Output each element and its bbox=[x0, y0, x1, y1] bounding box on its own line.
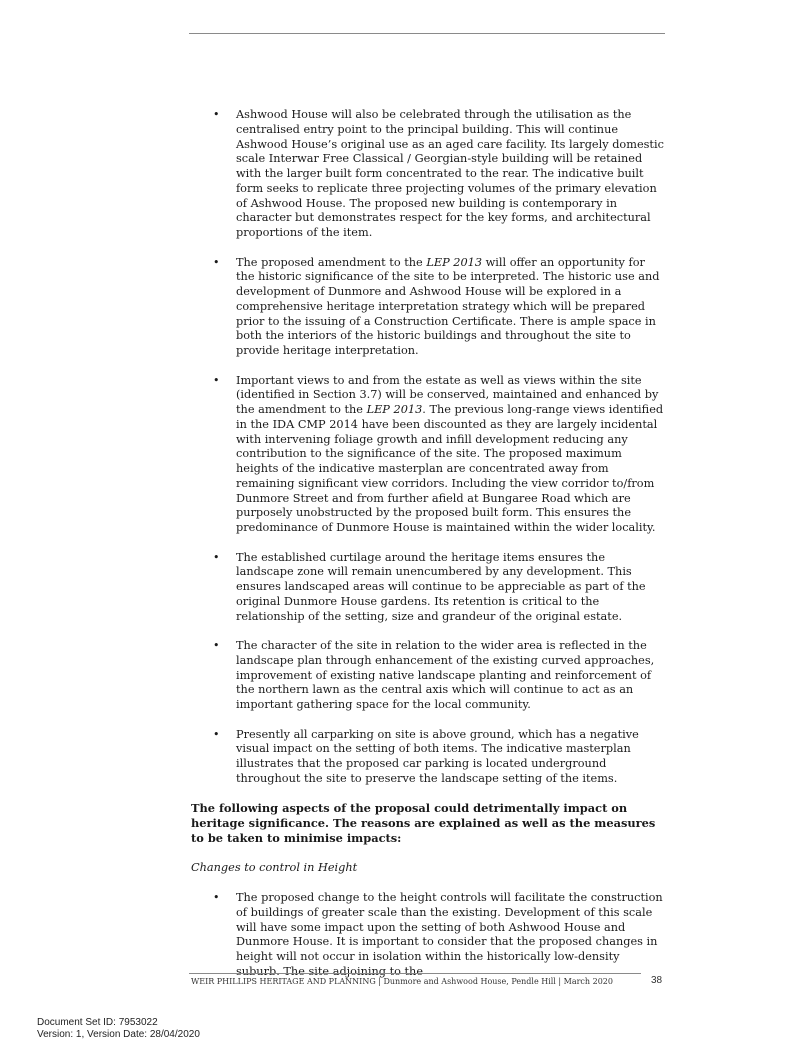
bullet-text bbox=[236, 728, 665, 787]
page-content bbox=[191, 108, 665, 994]
text-run: Ashwood House will also be celebrated through the utilisation as the centralised entry point to the principal building. This will continue Ashwood House’s original use as an aged care facility. Its largely domestic scale Interwar Free Classical / Georgian-style building will be retained with the larger built form concentrated to the rear. The indicative built form seeks to replicate three projecting volumes of the primary elevation of Ashwood House. The proposed new building is contemporary in character but demonstrates respect for the key forms, and architectural proportions of the item. bbox=[236, 108, 664, 239]
bullet-text bbox=[236, 551, 665, 625]
bullet-text bbox=[236, 108, 665, 241]
bullet-dot: • bbox=[213, 639, 220, 652]
bullet-item bbox=[191, 728, 665, 787]
bullet-dot: • bbox=[213, 373, 220, 387]
bullet-text bbox=[236, 639, 665, 713]
bullet-dot: • bbox=[213, 108, 220, 121]
footer-text: WEIR PHILLIPS HERITAGE AND PLANNING | Dunmore and Ashwood House, Pendle Hill | March 2020 bbox=[191, 977, 613, 986]
bullet-item bbox=[191, 639, 665, 713]
bullet-dot: • bbox=[213, 550, 220, 564]
bullet-item bbox=[191, 891, 665, 980]
text-run: The character of the site in relation to the wider area is reflected in the landscape plan through enhancement of the existing curved approaches, improvement of existing native landscape planting and reinforcement of the northern lawn as the central axis which will continue to act as an important gathering space for the local community. bbox=[236, 639, 655, 711]
header-rule bbox=[189, 33, 665, 34]
section-subheading: Changes to control in Height bbox=[191, 861, 358, 875]
text-run: Important views to and from the estate as well as views within the site (identified in Section 3.7) will be conserved, maintained and enhanced by the amendment to the bbox=[236, 373, 659, 416]
bullet-dot: • bbox=[213, 891, 220, 904]
bullet-item bbox=[191, 551, 665, 625]
bullet-dot: • bbox=[213, 727, 220, 741]
bullet-item bbox=[191, 108, 665, 241]
text-run: The proposed change to the height controls will facilitate the construction of buildings of greater scale than the existing. Development of this scale will have some impact upon the setting of both Ashwood House and Dunmore House. It is important to consider that the proposed changes in height will not occur in isolation within the historically low-density suburb. The site adjoining to the bbox=[236, 891, 663, 978]
italic-reference: LEP 2013 bbox=[426, 255, 483, 269]
document-version: Version: 1, Version Date: 28/04/2020 bbox=[37, 1029, 200, 1040]
italic-reference: LEP 2013 bbox=[366, 403, 423, 416]
text-run: will offer an opportunity for the historic significance of the site to be interpreted. The historic use and development of Dunmore and Ashwood House will be explored in a comprehensive heritage interpretation strategy which will be prepared prior to the issuing of a Construction Certificate. There is ample space in both the interiors of the historic buildings and throughout the site to provide heritage interpretation. bbox=[236, 255, 660, 357]
bullet-text bbox=[236, 374, 665, 536]
bullet-text bbox=[236, 256, 665, 359]
text-run: The established curtilage around the heritage items ensures the landscape zone will remain unencumbered by any development. This ensures landscaped areas will continue to be appreciable as part of the original Dunmore House gardens. Its retention is critical to the relationship of the setting, size and grandeur of the original estate. bbox=[236, 550, 646, 623]
text-run: . The previous long-range views identified in the IDA CMP 2014 have been discounted as they are largely incidental with intervening foliage growth and infill development reducing any contribution to the significance of the site. The proposed maximum heights of the indicative masterplan are concentrated away from remaining significant view corridors. Including the view corridor to/from Dunmore Street and from further afield at Bungaree Road which are purposely unobstructed by the proposed built form. This ensures the predominance of Dunmore House is maintained within the wider locality. bbox=[236, 403, 664, 534]
footer-rule bbox=[189, 973, 641, 974]
bullet-item bbox=[191, 256, 665, 359]
bullet-list-height bbox=[191, 891, 665, 980]
text-run: The proposed amendment to the bbox=[236, 255, 427, 269]
document-set-id: Document Set ID: 7953022 bbox=[37, 1017, 158, 1028]
document-set-info bbox=[37, 1017, 200, 1041]
bullet-dot: • bbox=[213, 255, 220, 269]
bullet-item bbox=[191, 374, 665, 536]
text-run: Presently all carparking on site is above ground, which has a negative visual impact on the setting of both items. The indicative masterplan illustrates that the proposed car parking is located underground throughout the site to preserve the landscape setting of the items. bbox=[236, 727, 639, 785]
section-heading: The following aspects of the proposal could detrimentally impact on heritage significance. The reasons are explained as well as the measures to be taken to minimise impacts: bbox=[191, 801, 656, 846]
bullet-text bbox=[236, 891, 665, 980]
page-number: 38 bbox=[651, 975, 663, 986]
bullet-list-positive bbox=[191, 108, 665, 787]
